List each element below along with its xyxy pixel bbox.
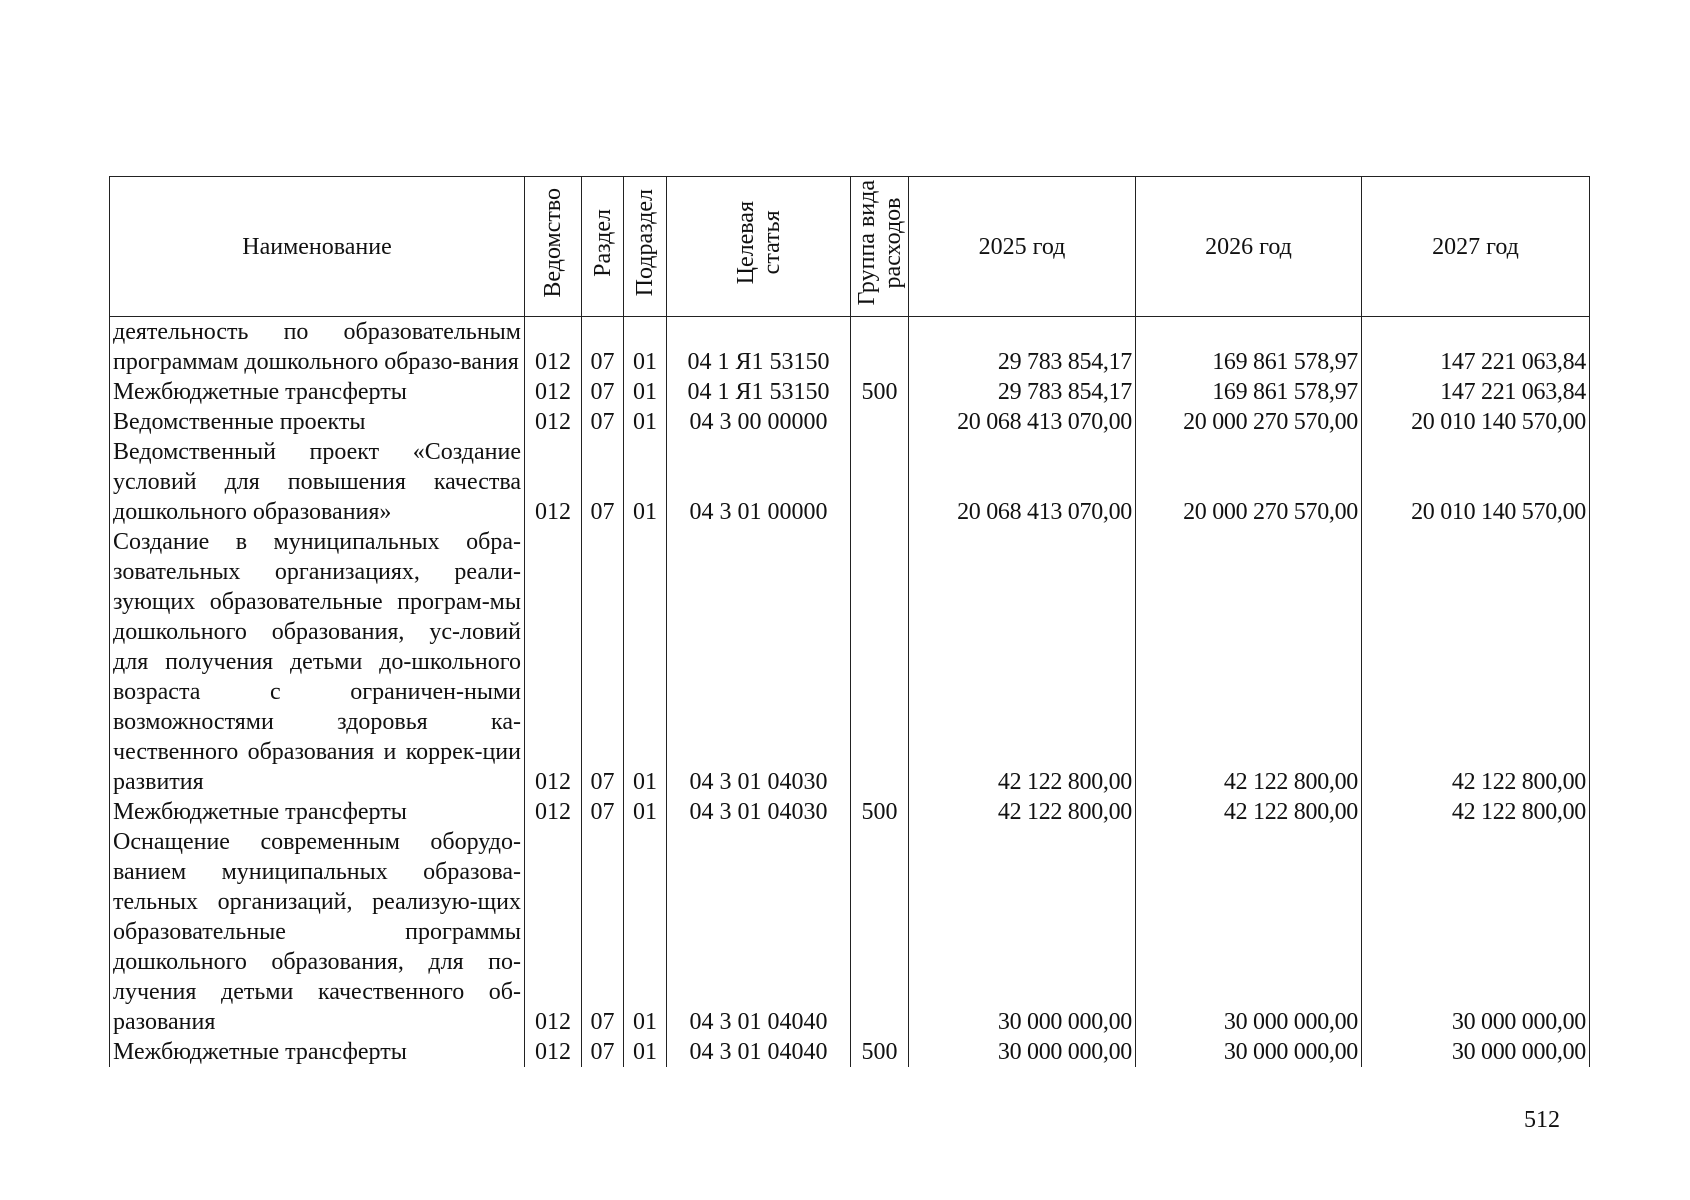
cell-name: Межбюджетные трансферты bbox=[110, 1037, 525, 1067]
cell-name: Ведомственный проект «Создание условий для повышения качества дошкольного образования» bbox=[110, 437, 525, 527]
cell-podrazdel: 01 bbox=[624, 527, 667, 797]
header-celevaya-statya: Целевая статья bbox=[667, 177, 851, 317]
cell-gruppa-vida-rashodov bbox=[851, 407, 909, 437]
cell-razdel: 07 bbox=[582, 1037, 624, 1067]
budget-table bbox=[109, 176, 1590, 1067]
cell-name: Оснащение современным оборудо-ванием муниципальных образова-тельных организаций, реализую-щих образовательные программы дошкольного образования, для по-лучения детьми качественного об-разования bbox=[110, 827, 525, 1037]
cell-razdel: 07 bbox=[582, 437, 624, 527]
cell-name: Создание в муниципальных обра-зовательных организациях, реали-зующих образовательные програм-мы дошкольного образования, ус-ловий для получения детьми до-школьного возраста с ограничен-ными возможностями здоровья ка-чественного образования и коррек-ции развития bbox=[110, 527, 525, 797]
cell-year-2027: 42 122 800,00 bbox=[1362, 797, 1590, 827]
cell-gruppa-vida-rashodov: 500 bbox=[851, 1037, 909, 1067]
cell-gruppa-vida-rashodov: 500 bbox=[851, 377, 909, 407]
cell-name: деятельность по образовательным программам дошкольного образо-вания bbox=[110, 317, 525, 378]
cell-podrazdel: 01 bbox=[624, 827, 667, 1037]
cell-vedomstvo: 012 bbox=[525, 827, 582, 1037]
cell-name: Межбюджетные трансферты bbox=[110, 797, 525, 827]
cell-name: Межбюджетные трансферты bbox=[110, 377, 525, 407]
cell-year-2026: 30 000 000,00 bbox=[1136, 1037, 1362, 1067]
table-row bbox=[110, 407, 1590, 437]
header-podrazdel: Подраздел bbox=[624, 177, 667, 317]
cell-celevaya-statya: 04 1 Я1 53150 bbox=[667, 377, 851, 407]
cell-year-2027: 20 010 140 570,00 bbox=[1362, 437, 1590, 527]
header-razdel: Раздел bbox=[582, 177, 624, 317]
cell-razdel: 07 bbox=[582, 317, 624, 378]
header-year-2025: 2025 год bbox=[909, 177, 1136, 317]
cell-vedomstvo: 012 bbox=[525, 317, 582, 378]
header-year-2026: 2026 год bbox=[1136, 177, 1362, 317]
cell-podrazdel: 01 bbox=[624, 407, 667, 437]
cell-name: Ведомственные проекты bbox=[110, 407, 525, 437]
cell-year-2027: 147 221 063,84 bbox=[1362, 317, 1590, 378]
cell-podrazdel: 01 bbox=[624, 437, 667, 527]
cell-razdel: 07 bbox=[582, 797, 624, 827]
cell-year-2027: 30 000 000,00 bbox=[1362, 827, 1590, 1037]
cell-vedomstvo: 012 bbox=[525, 527, 582, 797]
header-year-2027: 2027 год bbox=[1362, 177, 1590, 317]
cell-year-2026: 42 122 800,00 bbox=[1136, 527, 1362, 797]
cell-podrazdel: 01 bbox=[624, 797, 667, 827]
cell-gruppa-vida-rashodov bbox=[851, 527, 909, 797]
cell-year-2026: 42 122 800,00 bbox=[1136, 797, 1362, 827]
cell-vedomstvo: 012 bbox=[525, 1037, 582, 1067]
table-body bbox=[110, 317, 1590, 1068]
cell-year-2026: 169 861 578,97 bbox=[1136, 317, 1362, 378]
cell-vedomstvo: 012 bbox=[525, 797, 582, 827]
cell-razdel: 07 bbox=[582, 377, 624, 407]
header-gruppa-vida-rashodov: Группа вида расходов bbox=[851, 177, 909, 317]
cell-celevaya-statya: 04 3 01 04030 bbox=[667, 527, 851, 797]
page-number: 512 bbox=[1524, 1107, 1560, 1133]
header-name: Наименование bbox=[110, 177, 525, 317]
cell-razdel: 07 bbox=[582, 827, 624, 1037]
cell-razdel: 07 bbox=[582, 407, 624, 437]
cell-celevaya-statya: 04 3 01 04040 bbox=[667, 827, 851, 1037]
cell-podrazdel: 01 bbox=[624, 1037, 667, 1067]
cell-year-2025: 20 068 413 070,00 bbox=[909, 407, 1136, 437]
cell-celevaya-statya: 04 3 00 00000 bbox=[667, 407, 851, 437]
cell-year-2025: 42 122 800,00 bbox=[909, 797, 1136, 827]
cell-year-2025: 42 122 800,00 bbox=[909, 527, 1136, 797]
cell-year-2026: 169 861 578,97 bbox=[1136, 377, 1362, 407]
cell-year-2026: 20 000 270 570,00 bbox=[1136, 407, 1362, 437]
cell-vedomstvo: 012 bbox=[525, 437, 582, 527]
cell-celevaya-statya: 04 3 01 04030 bbox=[667, 797, 851, 827]
table-row bbox=[110, 827, 1590, 1037]
table-row bbox=[110, 377, 1590, 407]
cell-year-2025: 30 000 000,00 bbox=[909, 1037, 1136, 1067]
cell-gruppa-vida-rashodov bbox=[851, 827, 909, 1037]
cell-celevaya-statya: 04 3 01 00000 bbox=[667, 437, 851, 527]
table-row bbox=[110, 797, 1590, 827]
cell-year-2025: 30 000 000,00 bbox=[909, 827, 1136, 1037]
cell-podrazdel: 01 bbox=[624, 317, 667, 378]
cell-year-2026: 30 000 000,00 bbox=[1136, 827, 1362, 1037]
cell-year-2025: 20 068 413 070,00 bbox=[909, 437, 1136, 527]
cell-year-2025: 29 783 854,17 bbox=[909, 317, 1136, 378]
cell-year-2027: 147 221 063,84 bbox=[1362, 377, 1590, 407]
cell-year-2027: 30 000 000,00 bbox=[1362, 1037, 1590, 1067]
cell-gruppa-vida-rashodov: 500 bbox=[851, 797, 909, 827]
cell-year-2025: 29 783 854,17 bbox=[909, 377, 1136, 407]
cell-celevaya-statya: 04 3 01 04040 bbox=[667, 1037, 851, 1067]
cell-vedomstvo: 012 bbox=[525, 407, 582, 437]
cell-year-2027: 42 122 800,00 bbox=[1362, 527, 1590, 797]
cell-vedomstvo: 012 bbox=[525, 377, 582, 407]
cell-razdel: 07 bbox=[582, 527, 624, 797]
cell-gruppa-vida-rashodov bbox=[851, 437, 909, 527]
cell-celevaya-statya: 04 1 Я1 53150 bbox=[667, 317, 851, 378]
table-header-row bbox=[110, 177, 1590, 317]
header-vedomstvo: Ведомство bbox=[525, 177, 582, 317]
table-row bbox=[110, 437, 1590, 527]
cell-podrazdel: 01 bbox=[624, 377, 667, 407]
cell-year-2027: 20 010 140 570,00 bbox=[1362, 407, 1590, 437]
table-row bbox=[110, 1037, 1590, 1067]
table-row bbox=[110, 317, 1590, 378]
table-row bbox=[110, 527, 1590, 797]
cell-year-2026: 20 000 270 570,00 bbox=[1136, 437, 1362, 527]
cell-gruppa-vida-rashodov bbox=[851, 317, 909, 378]
